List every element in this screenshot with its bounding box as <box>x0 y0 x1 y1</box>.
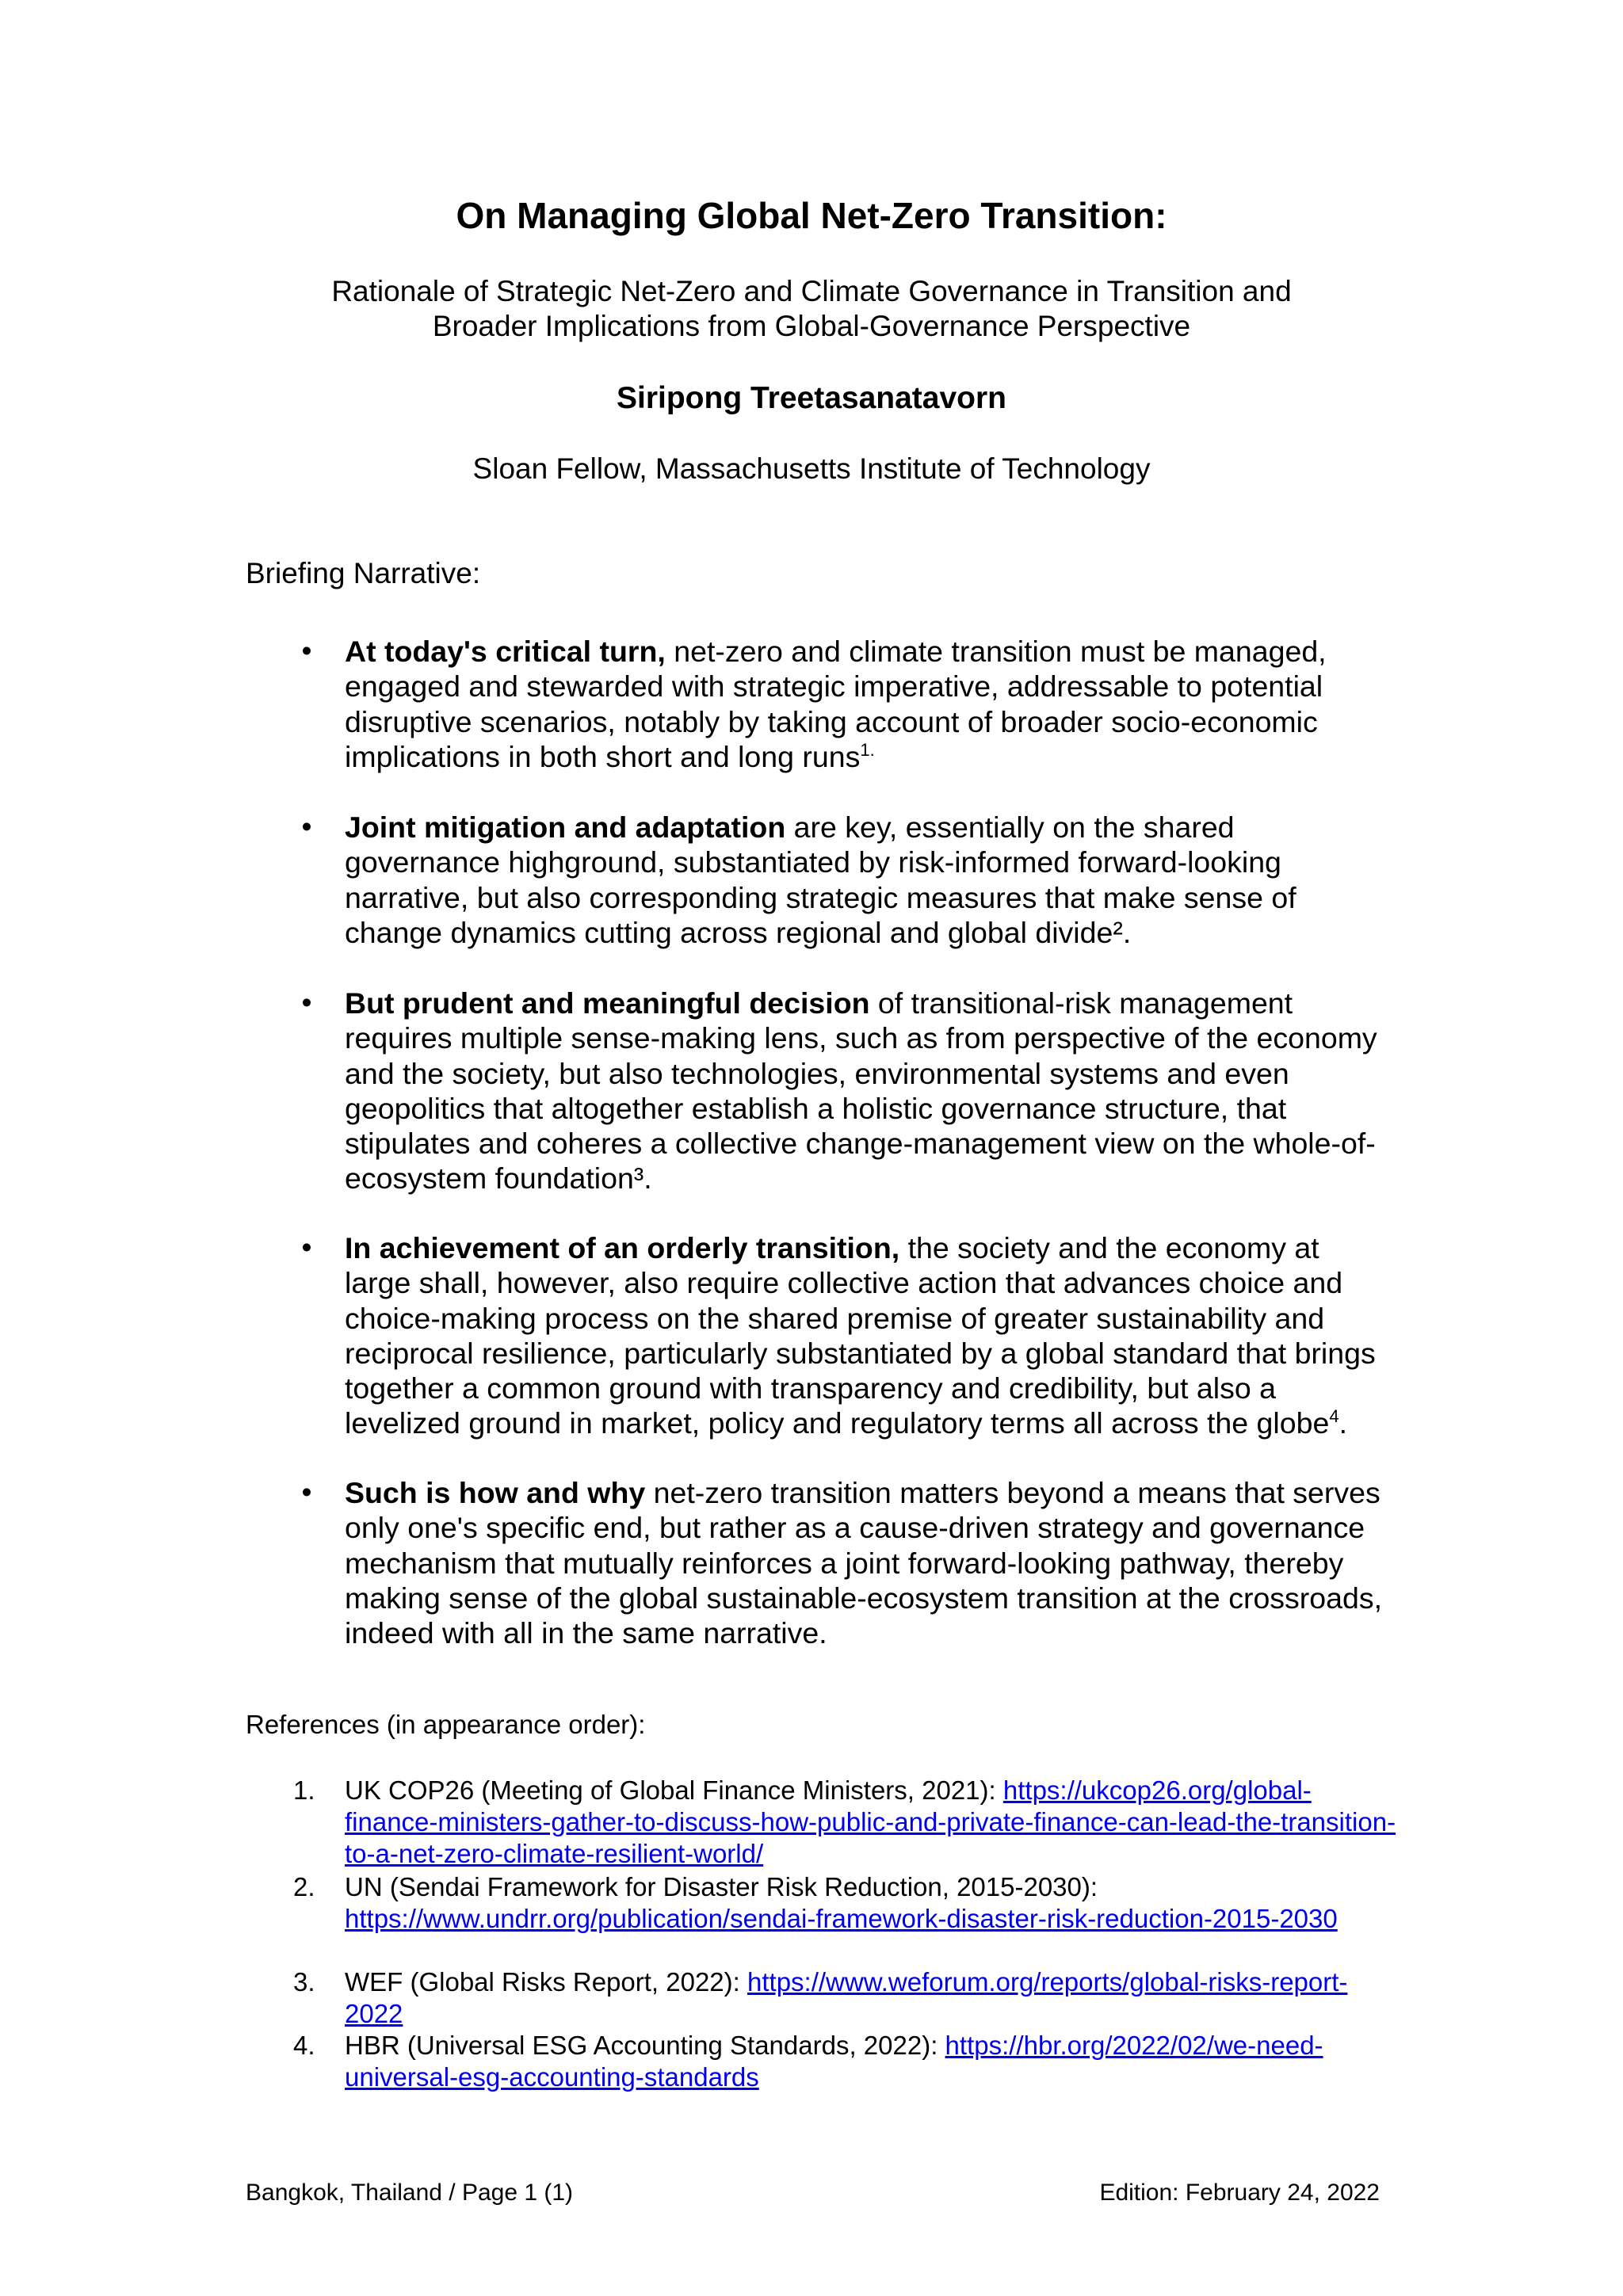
bullet-item <box>301 986 1391 1196</box>
bullet-marker: • <box>301 986 312 1019</box>
author-affiliation: Sloan Fellow, Massachusetts Institute of Technology <box>472 452 1151 485</box>
author-name: Siripong Treetasanatavorn <box>617 381 1006 415</box>
reference-number: 4. <box>293 2031 315 2060</box>
reference-link[interactable]: https://www.weforum.org/reports/global-risks-report-2022 <box>345 1967 1348 2028</box>
reference-item <box>293 1871 1399 1935</box>
bullet-item <box>301 1475 1391 1650</box>
bullet-item <box>301 1230 1391 1441</box>
bullet-text: are key, essentially on the shared governance highground, substantiated by risk-informed forward-looking narrative, but also corresponding strategic measures that make sense of change dynamics cutting across regional and global divide². <box>345 810 1296 949</box>
bullet-lead: At today's critical turn, <box>345 635 666 668</box>
footer-location-page: Bangkok, Thailand / Page 1 (1) <box>246 2180 574 2206</box>
bullet-text: of transitional-risk management requires multiple sense-making lens, such as from perspective of the economy and the society, but also technologies, environmental systems and even geopolitics that altogether establish a holistic governance structure, that stipulates and coheres a collective change-management view on the whole-of-ecosystem foundation³. <box>345 986 1377 1196</box>
reference-link[interactable]: https://ukcop26.org/global-finance-ministers-gather-to-discuss-how-public-and-private-finance-can-lead-the-transition-to-a-net-zero-climate-resilient-world/ <box>345 1775 1396 1868</box>
reference-item <box>293 2030 1399 2093</box>
subtitle-line-1: Rationale of Strategic Net-Zero and Climate Governance in Transition and <box>331 275 1292 307</box>
bullet-text: net-zero and climate transition must be managed, engaged and stewarded with strategic imperative, addressable to potential disruptive scenarios, notably by taking account of broader socio-economic implications in both short and long runs <box>345 635 1327 773</box>
footnote-marker: 4 <box>1329 1406 1339 1427</box>
reference-number: 2. <box>293 1872 315 1901</box>
document-subtitle <box>0 274 1623 344</box>
bullet-item <box>301 810 1391 950</box>
bullet-text: net-zero transition matters beyond a means that serves only one's specific end, but rather as a cause-driven strategy and governance mechanism that mutually reinforces a joint forward-looking pathway, thereby making sense of the global sustainable-ecosystem transition at the crossroads, indeed with all in the same narrative. <box>345 1476 1383 1650</box>
reference-text: HBR (Universal ESG Accounting Standards, 2022): <box>345 2031 945 2060</box>
bullet-tail: . <box>1338 1406 1347 1440</box>
subtitle-line-2: Broader Implications from Global-Governance Perspective <box>432 310 1191 342</box>
reference-item <box>293 1775 1399 1870</box>
references-heading: References (in appearance order): <box>246 1710 646 1739</box>
bullet-marker: • <box>301 810 312 843</box>
reference-text: UN (Sendai Framework for Disaster Risk Reduction, 2015-2030): <box>345 1872 1098 1901</box>
bullet-lead: But prudent and meaningful decision <box>345 986 870 1020</box>
bullet-marker: • <box>301 1476 312 1508</box>
reference-text: WEF (Global Risks Report, 2022): <box>345 1967 747 1997</box>
footer-edition-date: Edition: February 24, 2022 <box>1099 2180 1380 2206</box>
bullet-lead: Such is how and why <box>345 1476 646 1509</box>
bullet-marker: • <box>301 1231 312 1264</box>
document-title: On Managing Global Net-Zero Transition: <box>456 195 1167 236</box>
reference-number: 3. <box>293 1967 315 1997</box>
reference-link[interactable]: https://www.undrr.org/publication/sendai-framework-disaster-risk-reduction-2015-2030 <box>345 1904 1338 1933</box>
briefing-heading: Briefing Narrative: <box>246 557 481 589</box>
bullet-marker: • <box>301 635 312 667</box>
footnote-marker: 1. <box>860 739 875 760</box>
bullet-lead: Joint mitigation and adaptation <box>345 810 786 844</box>
bullet-text: the society and the economy at large shall, however, also require collective action that advances choice and choice-making process on the shared premise of greater sustainability and reciprocal resilience, particularly substantiated by a global standard that brings together a common ground with transparency and credibility, but also a levelized ground in market, policy and regulatory terms all across the globe <box>345 1231 1376 1440</box>
reference-link[interactable]: https://hbr.org/2022/02/we-need-universal-esg-accounting-standards <box>345 2031 1323 2092</box>
reference-item <box>293 1966 1399 2030</box>
bullet-item <box>301 634 1391 774</box>
reference-number: 1. <box>293 1775 315 1805</box>
bullet-lead: In achievement of an orderly transition, <box>345 1231 900 1264</box>
reference-text: UK COP26 (Meeting of Global Finance Ministers, 2021): <box>345 1775 1003 1805</box>
